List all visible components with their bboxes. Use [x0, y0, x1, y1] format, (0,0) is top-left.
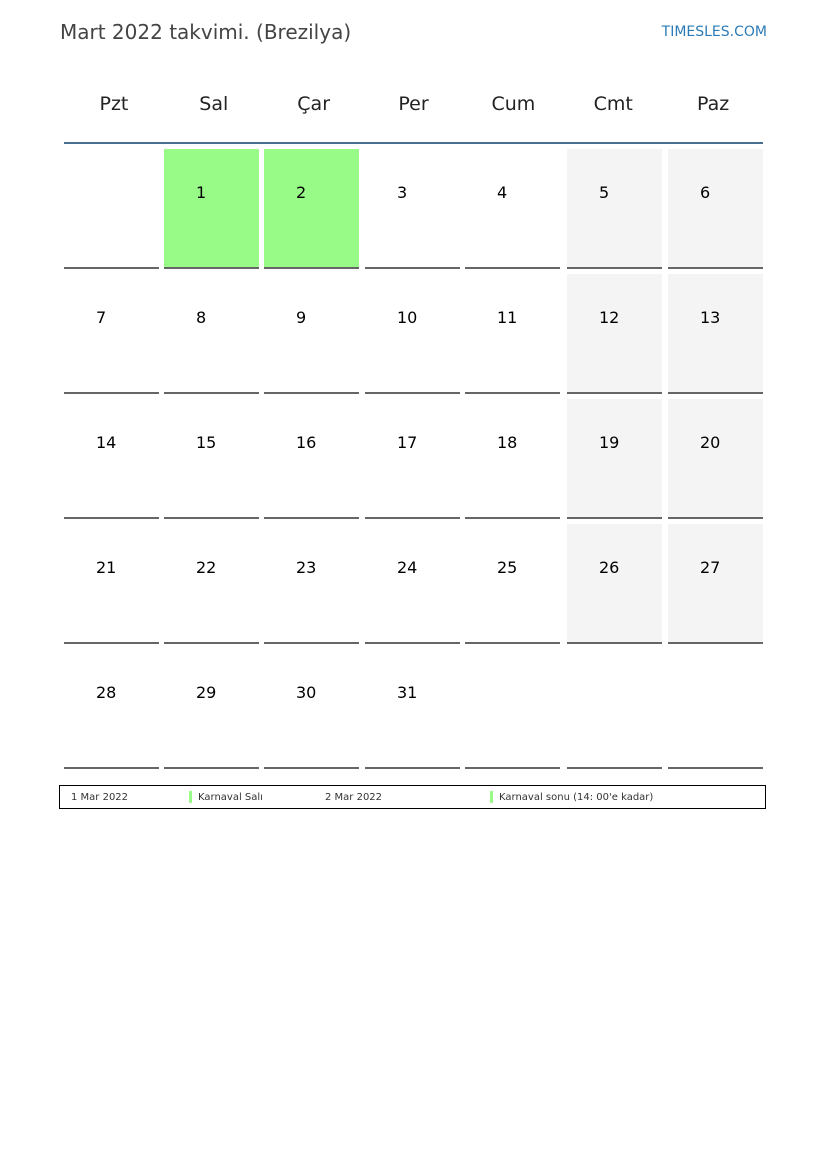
day-number: 17	[397, 433, 418, 452]
weekday-fri: Cum	[491, 93, 536, 115]
day-number: 27	[700, 558, 721, 577]
day-number: 16	[296, 433, 317, 452]
day-number: 30	[296, 683, 317, 702]
day-cell[interactable]	[465, 149, 560, 269]
day-number: 5	[599, 183, 610, 202]
day-cell[interactable]	[164, 649, 259, 769]
day-number: 22	[196, 558, 217, 577]
legend-color-mark-1	[189, 791, 192, 803]
day-cell[interactable]	[264, 649, 359, 769]
day-number: 21	[96, 558, 117, 577]
day-cell[interactable]	[365, 649, 460, 769]
weekday-wed: Çar	[297, 93, 331, 115]
day-number: 23	[296, 558, 317, 577]
weekday-thu: Per	[398, 93, 429, 115]
weekday-header	[64, 80, 763, 128]
day-cell[interactable]	[465, 524, 560, 644]
empty-day-cell	[567, 649, 662, 769]
legend-date-1: 1 Mar 2022	[71, 792, 129, 803]
legend-color-mark-2	[490, 791, 493, 803]
day-cell[interactable]	[465, 274, 560, 394]
day-number: 20	[700, 433, 721, 452]
day-cell[interactable]	[264, 274, 359, 394]
day-cell[interactable]	[164, 274, 259, 394]
day-cell[interactable]	[164, 149, 259, 269]
day-cell[interactable]	[668, 274, 763, 394]
day-cell[interactable]	[365, 399, 460, 519]
day-number: 11	[497, 308, 518, 327]
day-number: 29	[196, 683, 217, 702]
day-number: 7	[96, 308, 107, 327]
day-number: 2	[296, 183, 307, 202]
day-cell[interactable]	[264, 524, 359, 644]
day-number: 26	[599, 558, 620, 577]
day-number: 15	[196, 433, 217, 452]
day-cell[interactable]	[567, 524, 662, 644]
brand-link[interactable]: TIMESLES.COM	[661, 24, 767, 40]
header-divider	[64, 142, 763, 144]
day-number: 8	[196, 308, 207, 327]
day-cell[interactable]	[164, 524, 259, 644]
legend-name-2: Karnaval sonu (14: 00'e kadar)	[499, 792, 654, 803]
day-cell[interactable]	[264, 399, 359, 519]
day-number: 18	[497, 433, 518, 452]
weekday-sun: Paz	[696, 93, 730, 115]
day-cell[interactable]	[64, 524, 159, 644]
day-cell[interactable]	[264, 149, 359, 269]
day-cell[interactable]	[365, 524, 460, 644]
legend-name-1: Karnaval Salı	[198, 792, 263, 803]
empty-day-cell	[465, 649, 560, 769]
day-cell[interactable]	[668, 524, 763, 644]
day-cell[interactable]	[567, 149, 662, 269]
day-number: 13	[700, 308, 721, 327]
day-number: 10	[397, 308, 418, 327]
day-cell[interactable]	[64, 399, 159, 519]
weekday-sat: Cmt	[593, 93, 633, 115]
day-cell[interactable]	[64, 274, 159, 394]
day-number: 24	[397, 558, 418, 577]
weekday-mon: Pzt	[99, 93, 129, 115]
legend-date-2: 2 Mar 2022	[325, 792, 383, 803]
day-number: 6	[700, 183, 711, 202]
day-number: 12	[599, 308, 620, 327]
weekday-tue: Sal	[199, 93, 229, 115]
day-cell[interactable]	[668, 399, 763, 519]
day-number: 9	[296, 308, 307, 327]
empty-day-cell	[64, 149, 159, 269]
page-title: Mart 2022 takvimi. (Brezilya)	[60, 20, 352, 44]
day-number: 28	[96, 683, 117, 702]
day-number: 4	[497, 183, 508, 202]
day-number: 19	[599, 433, 620, 452]
day-number: 3	[397, 183, 408, 202]
day-cell[interactable]	[365, 149, 460, 269]
day-number: 25	[497, 558, 518, 577]
day-cell[interactable]	[164, 399, 259, 519]
holiday-legend	[59, 785, 766, 809]
day-cell[interactable]	[465, 399, 560, 519]
day-number: 31	[397, 683, 418, 702]
day-cell[interactable]	[567, 399, 662, 519]
day-cell[interactable]	[668, 149, 763, 269]
day-cell[interactable]	[567, 274, 662, 394]
day-cell[interactable]	[365, 274, 460, 394]
day-number: 14	[96, 433, 117, 452]
day-cell[interactable]	[64, 649, 159, 769]
empty-day-cell	[668, 649, 763, 769]
day-number: 1	[196, 183, 207, 202]
